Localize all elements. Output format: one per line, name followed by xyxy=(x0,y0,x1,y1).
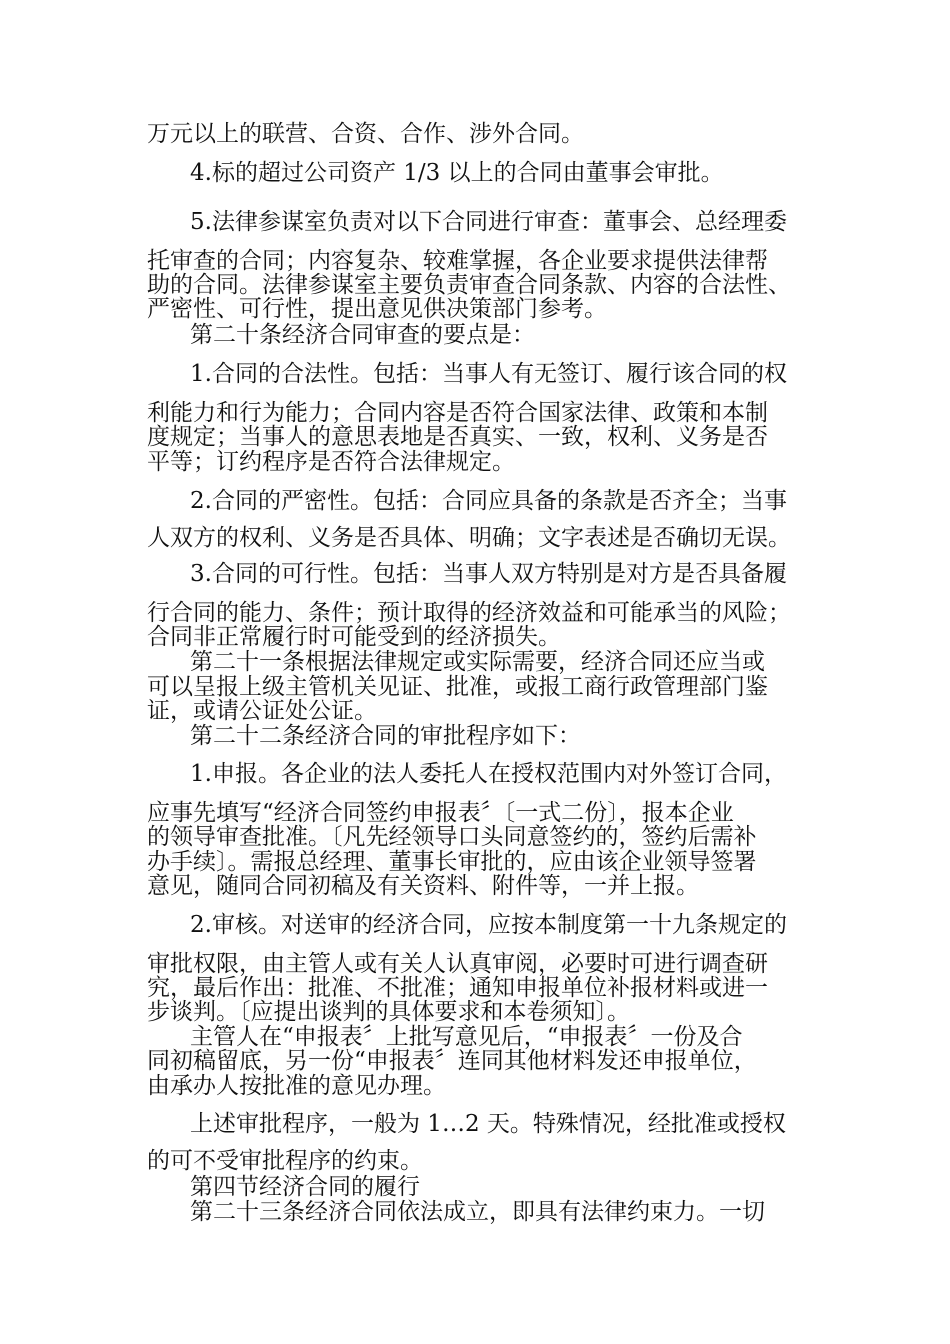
text-line: 2.合同的严密性。包括：合同应具备的条款是否齐全；当事 xyxy=(190,488,787,514)
text-line: 办手续〕。需报总经理、董事长审批的，应由该企业领导签署 xyxy=(147,849,757,875)
text-line: 3.合同的可行性。包括：当事人双方特别是对方是否具备履 xyxy=(190,561,787,587)
text-line: 行合同的能力、条件；预计取得的经济效益和可能承当的风险； xyxy=(147,600,791,626)
text-line: 合同非正常履行时可能受到的经济损失。 xyxy=(147,624,561,650)
text-line: 应事先填写“经济合同签约申报表〞〔一式二份〕，报本企业 xyxy=(147,800,734,826)
text-line: 助的合同。法律参谋室主要负责审查合同条款、内容的合法性、 xyxy=(147,272,791,298)
text-line: 托审查的合同；内容复杂、较难掌握，各企业要求提供法律帮 xyxy=(147,248,768,274)
section-heading: 第二十条经济合同审查的要点是： xyxy=(190,322,535,348)
text-line: 严密性、可行性，提出意见供决策部门参考。 xyxy=(147,296,607,322)
text-line: 意见，随同合同初稿及有关资料、附件等，一并上报。 xyxy=(147,873,699,899)
text-line: 可以呈报上级主管机关见证、批准，或报工商行政管理部门鉴 xyxy=(147,674,768,700)
section-heading: 第二十二条经济合同的审批程序如下： xyxy=(190,723,581,749)
text-line: 主管人在“申报表〞上批写意见后，“申报表〞一份及合 xyxy=(190,1024,743,1050)
text-line: 平等；订约程序是否符合法律规定。 xyxy=(147,449,515,475)
section-heading: 第四节经济合同的履行 xyxy=(190,1174,420,1200)
text-line: 度规定；当事人的意思表地是否真实、一致，权利、义务是否 xyxy=(147,424,768,450)
text-line: 利能力和行为能力；合同内容是否符合国家法律、政策和本制 xyxy=(147,400,768,426)
text-line: 人双方的权利、义务是否具体、明确；文字表述是否确切无误。 xyxy=(147,525,791,551)
text-line: 上述审批程序，一般为 1…2 天。特殊情况，经批准或授权 xyxy=(190,1111,786,1137)
text-line: 由承办人按批准的意见办理。 xyxy=(147,1073,446,1099)
text-line: 5.法律参谋室负责对以下合同进行审查：董事会、总经理委 xyxy=(190,209,787,235)
text-line: 第二十三条经济合同依法成立，即具有法律约束力。一切 xyxy=(190,1199,765,1225)
text-line: 的可不受审批程序的约束。 xyxy=(147,1148,423,1174)
text-line: 1.申报。各企业的法人委托人在授权范围内对外签订合同， xyxy=(190,761,787,787)
text-line: 万元以上的联营、合资、合作、涉外合同。 xyxy=(147,121,584,147)
text-line: 步谈判。〔应提出谈判的具体要求和本卷须知〕。 xyxy=(147,999,630,1025)
text-line: 1.合同的合法性。包括：当事人有无签订、履行该合同的权 xyxy=(190,361,787,387)
text-line: 2.审核。对送审的经济合同，应按本制度第一十九条规定的 xyxy=(190,912,787,938)
text-line: 4.标的超过公司资产 1/3 以上的合同由董事会审批。 xyxy=(190,160,724,186)
text-line: 审批权限，由主管人或有关人认真审阅，必要时可进行调查研 xyxy=(147,951,768,977)
text-line: 的领导审查批准。〔凡先经领导口头同意签约的，签约后需补 xyxy=(147,824,757,850)
text-line: 第二十一条根据法律规定或实际需要，经济合同还应当或 xyxy=(190,649,765,675)
text-line: 究，最后作出：批准、不批准；通知申报单位补报材料或进一 xyxy=(147,975,768,1001)
text-line: 同初稿留底，另一份“申报表〞连同其他材料发还申报单位， xyxy=(147,1048,757,1074)
text-line: 证，或请公证处公证。 xyxy=(147,698,377,724)
